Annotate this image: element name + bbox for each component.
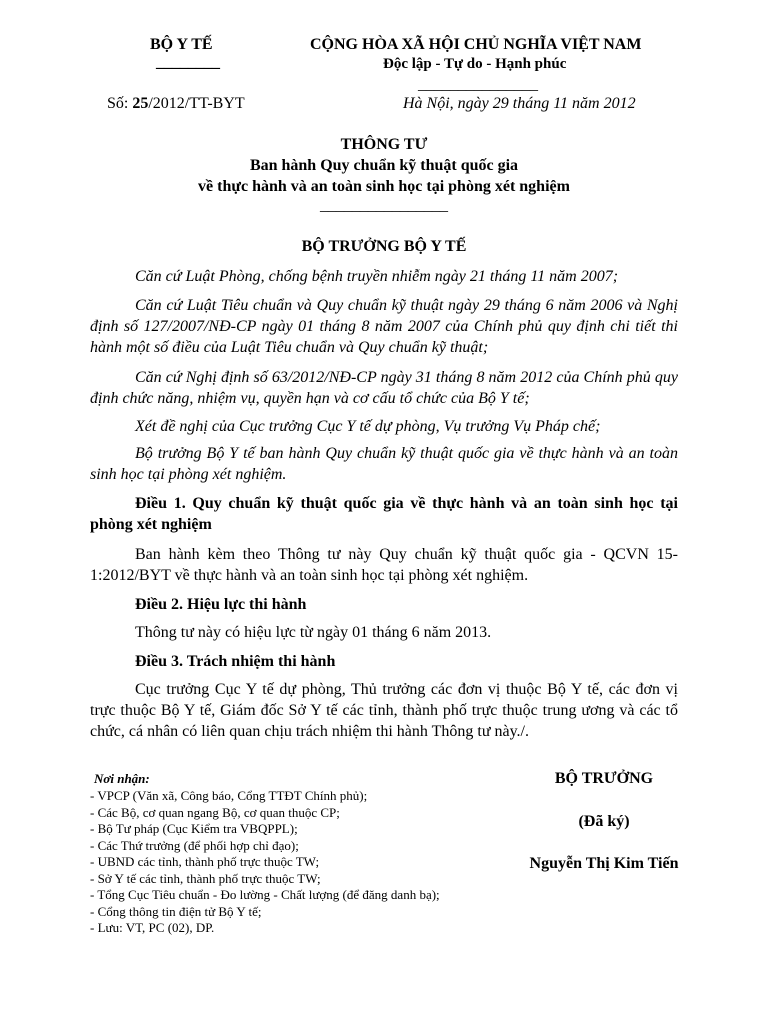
article-1-heading: Điều 1. Quy chuẩn kỹ thuật quốc gia về thực hành và an toàn sinh học tại phòng xét nghiệm — [90, 495, 678, 533]
recipient-item: - UBND các tỉnh, thành phố trực thuộc TW; — [90, 854, 320, 869]
preamble-item: Căn cứ Luật Tiêu chuẩn và Quy chuẩn kỹ thuật ngày 29 tháng 6 năm 2006 và Nghị định số 127/2007/NĐ-CP ngày 01 tháng 8 năm 2007 của Chính phủ quy định chi tiết thi hành một số điều của Luật Tiêu chuẩn và Quy chuẩn kỹ thuật; — [90, 297, 678, 356]
preamble-item: Xét đề nghị của Cục trưởng Cục Y tế dự phòng, Vụ trưởng Vụ Pháp chế; — [135, 418, 601, 435]
recipients-list — [90, 788, 440, 937]
ministry-underline: ________ — [156, 54, 220, 71]
document-type: THÔNG TƯ — [340, 136, 428, 153]
motto-underline: _______________ — [418, 76, 538, 93]
republic-name: CỘNG HÒA XÃ HỘI CHỦ NGHĨA VIỆT NAM — [310, 36, 642, 53]
signed-note: (Đã ký) — [578, 813, 630, 830]
issuer-heading: BỘ TRƯỞNG BỘ Y TẾ — [301, 238, 467, 255]
place-date: Hà Nội, ngày 29 tháng 11 năm 2012 — [403, 95, 636, 112]
article-3-body: Cục trưởng Cục Y tế dự phòng, Thủ trưởng các đơn vị thuộc Bộ Y tế, các đơn vị trực thuộc Bộ Y tế, Giám đốc Sở Y tế các tỉnh, thành phố trực thuộc trung ương và các tổ chức, cá nhân có liên quan chịu trách nhiệm thi hành Thông tư này./. — [90, 681, 678, 740]
recipient-item: - VPCP (Văn xã, Công báo, Cổng TTĐT Chính phủ); — [90, 788, 368, 803]
document-title-line1: Ban hành Quy chuẩn kỹ thuật quốc gia — [249, 157, 519, 174]
recipient-item: - Tổng Cục Tiêu chuẩn - Đo lường - Chất lượng (để đăng danh bạ); — [90, 887, 440, 902]
recipient-item: - Các Thứ trưởng (để phối hợp chỉ đạo); — [90, 837, 299, 853]
signer-title: BỘ TRƯỞNG — [554, 770, 654, 787]
recipient-item: - Lưu: VT, PC (02), DP. — [90, 920, 215, 935]
signer-name: Nguyễn Thị Kim Tiến — [529, 855, 679, 872]
recipient-item: - Bộ Tư pháp (Cục Kiểm tra VBQPPL); — [90, 821, 298, 836]
recipient-item: - Cổng thông tin điện tử Bộ Y tế; — [90, 903, 262, 919]
preamble-item: Căn cứ Nghị định số 63/2012/NĐ-CP ngày 31 tháng 8 năm 2012 của Chính phủ quy định chức năng, nhiệm vụ, quyền hạn và cơ cấu tổ chức của Bộ Y tế; — [90, 369, 678, 407]
article-1-body: Ban hành kèm theo Thông tư này Quy chuẩn kỹ thuật quốc gia - QCVN 15-1:2012/BYT về thực hành và an toàn sinh học tại phòng xét nghiệm. — [90, 546, 678, 584]
ministry-name: BỘ Y TẾ — [150, 36, 213, 53]
article-2-heading: Điều 2. Hiệu lực thi hành — [135, 596, 307, 613]
article-3-heading: Điều 3. Trách nhiệm thi hành — [135, 653, 336, 670]
document-title-line2: về thực hành và an toàn sinh học tại phòng xét nghiệm — [198, 178, 570, 195]
recipient-item: - Các Bộ, cơ quan ngang Bộ, cơ quan thuộc CP; — [90, 804, 340, 820]
article-2-body: Thông tư này có hiệu lực từ ngày 01 tháng 6 năm 2013. — [135, 624, 492, 641]
preamble-item: Căn cứ Luật Phòng, chống bệnh truyền nhiễm ngày 21 tháng 11 năm 2007; — [135, 268, 619, 285]
document-number: Số: 25/2012/TT-BYT — [107, 95, 245, 112]
recipients-label: Nơi nhận: — [94, 771, 150, 786]
national-motto: Độc lập - Tự do - Hạnh phúc — [383, 56, 567, 72]
preamble-item: Bộ trưởng Bộ Y tế ban hành Quy chuẩn kỹ thuật quốc gia về thực hành và an toàn sinh học tại phòng xét nghiệm. — [90, 445, 678, 483]
recipient-item: - Sở Y tế các tỉnh, thành phố trực thuộc TW; — [90, 870, 321, 886]
title-underline: ________________ — [320, 197, 448, 214]
